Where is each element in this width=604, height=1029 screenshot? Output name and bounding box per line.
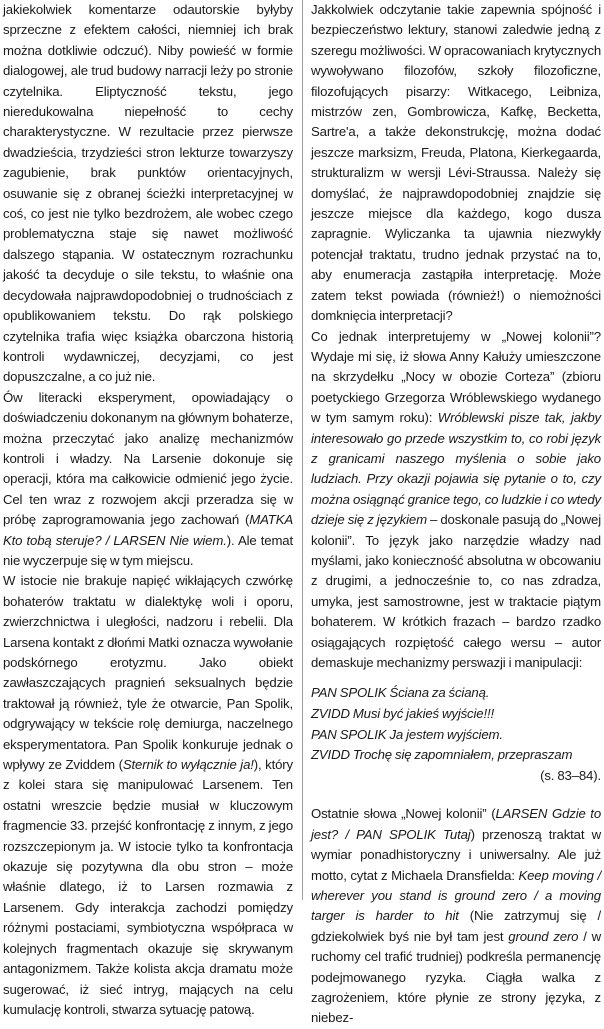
column-divider xyxy=(302,0,303,900)
paragraph-text: Ostatnie słowa „Nowej kolonii” ( xyxy=(311,806,496,822)
paragraph-text: Jakkolwiek odczytanie takie zapewnia spójność i bezpieczeństwo lektury, stanowi zaledwie jedną z szeregu możliwości. W opracowaniach krytycznych wywoływano filozofów, szkoły filozoficzne, filozofujących pisarzy: Witkacego, Leibniza, mistrzów zen, Gombrowicza, Kafkę, Becketta, Sartre'a, a także dekonstrukcję, można dodać jeszcze marksizm, Freuda, Platona, Kierkegaarda, strukturalizm w wersji Lévi-Straussa. Należy się domyślać, że najprawdopodobniej znajdzie się jeszcze miejsce dla każdego, kogo dusza zapragnie. Wyliczanka ta ujawnia niezwykły potencjał traktatu, trudno jednak przystać na to, aby enumeracja zastąpiła interpretację. Może zatem tekst powiada (również!) o niemożności domknięcia interpretacji? xyxy=(311,2,601,324)
paragraph xyxy=(311,0,601,327)
paragraph xyxy=(3,571,293,1020)
quoted-dialogue: LARSEN Gdzie to jest? / PAN SPOLIK Tutaj xyxy=(311,806,602,842)
emphasis: ground zero xyxy=(508,928,579,944)
paragraph-text: ). Ale temat nie wyczerpuje się w tym miejscu. xyxy=(3,532,293,568)
dialogue-line: ZVIDD Trochę się zapomniałem, przepraszam xyxy=(311,747,573,763)
paragraph xyxy=(3,388,293,572)
paragraph-text: W istocie nie brakuje napięć wikłających czwórkę bohaterów traktatu w dialektykę woli i oporu, zwierzchnictwa i uległości, nadzoru i rebelii. Dla Larsena kontakt z dłońmi Matki oznacza wywołanie podskórnego erotyzmu. Jako obiekt zawłaszczających pragnień seksualnych będzie traktował ją również, tyle że otwarcie, Pan Spolik, odgrywający w tekście rolę demiurga, naczelnego eksperymentatora. Pan Spolik konkuruje jednak o wpływy ze Zviddem ( xyxy=(3,573,293,773)
paragraph-text: – doskonale pasują do „Nowej kolonii”. To język jako narzędzie władzy nad myślami, jako konieczność absolutna w obcowaniu z drugimi, a jednocześnie to, co nas zdradza, umyka, jest samostrowne, jest w traktacie piątym bohaterem. W krótkich frazach – bardzo rzadko osiągających rozpiętość całego wersu – autor demaskuje mechanizmy perswazji i manipulacji: xyxy=(311,512,601,670)
paragraph xyxy=(311,804,601,1028)
paragraph-text: / w ruchomy cel trafić trudniej) podkreśla permanencję podejmowanego ryzyka. Ciągła walka z zagrożeniem, które płynie ze strony języka, z niebez- xyxy=(311,928,602,1026)
page-citation: (s. 83–84). xyxy=(540,767,601,783)
right-column xyxy=(311,0,601,1029)
dialogue-line: ZVIDD Musi być jakieś wyjście!!! xyxy=(311,706,494,721)
paragraph-text: ), który z kolei stara się manipulować Larsenem. Ten ostatni wreszcie będzie musiał w kluczowym fragmencie 33. przejść konfrontację z innym, z jego rozszczepionym ja. W istocie tylko ta konfrontacja okazuje się pozytywna dla obu stron – może właśnie dlatego, iż to Larsen rozmawia z Larsenem. Gdy interakcja zachodzi pomiędzy różnymi postaciami, symbiotyczna współpraca w kolejnych fragmentach okazuje się skrywanym antagonizmem. Także kolista akcja dramatu może sugerować, iż sieć intryg, mających na celu kumulację kontroli, stwarza sytuację patową. xyxy=(3,757,293,1017)
spacer xyxy=(311,786,601,804)
quotation: Wróblewski pisze tak, jakby interesowało go przede wszystkim to, co robi język z granicami naszego myślenia o sobie jako ludziach. Przy okazji pojawia się pytanie o to, czy można osiągnąć granice tego, co ludzkie i co wtedy dzieje się z językiem xyxy=(311,410,601,528)
quoted-dialogue: Sternik to wyłącznie ja! xyxy=(122,757,254,773)
paragraph-text: Co jednak interpretujemy w „Nowej kolonii”? Wydaje mi się, iż słowa Anny Kałuży umieszczone na skrzydełku „Nocy w obozie Corteza” (zbioru poetyckiego Grzegorza Wróblewskiego wydanego w tym samym roku): xyxy=(311,328,601,426)
paragraph-text: ) przenoszą traktat w wymiar ponadhistoryczny i uniwersalny. Ale już motto, cytat z Michaela Dransfielda: xyxy=(311,826,601,883)
left-column xyxy=(3,0,293,1020)
paragraph-text: Ów literacki eksperyment, opowiadający o doświadczeniu dokonanym na głównym bohaterze, można przeczytać jako analizę mechanizmów kontroli i władzy. Na Larsenie dokonuje się operacji, która ma całkowicie odmienić jego życie. Cel ten wraz z rozwojem akcji przeradza się w próbę zaprogramowania jego zachowań ( xyxy=(3,389,293,528)
quoted-dialogue: MATKA Kto tobą steruje? / LARSEN Nie wiem. xyxy=(3,512,293,548)
motto-quote: Keep moving / wherever you stand is ground zero / a moving targer is harder to hit xyxy=(311,867,601,924)
paragraph xyxy=(311,327,601,674)
paragraph xyxy=(3,0,293,388)
dialogue-line: PAN SPOLIK Ściana za ścianą. xyxy=(311,685,490,701)
paragraph-text: (Nie zatrzymuj się / gdziekolwiek byś nie był tam jest xyxy=(311,908,601,944)
dialogue-excerpt xyxy=(311,683,601,786)
dialogue-line: PAN SPOLIK Ja jestem wyjściem. xyxy=(311,726,503,742)
paragraph-text: jakiekolwiek komentarze odautorskie byłyby sprzeczne z efektem całości, niemniej ich brak można dotkliwie odczuć). Niby powieść w formie dialogowej, ale trud budowy narracji leży po stronie czytelnika. Eliptyczność tekstu, jego nieredukowalna niepełność to cechy charakterystyczne. W rezultacie przez pierwsze dwadzieścia, trzydzieści stron lekturze towarzyszy zagubienie, brak punktów orientacyjnych, osuwanie się z obranej ścieżki interpretacyjnej w coś, co jest nie tylko bezdrożem, ale wobec czego problematyczna staje się nawet możliwość dalszego stąpania. W ostatecznym rozrachunku jakość ta decyduje o sile tekstu, to właśnie ona decydowała najprawdopodobniej o trudnościach z opublikowaniem tekstu. Do rąk polskiego czytelnika trafia więc książka obarczona historią kontroli wydawniczej, decyzjami, co jest dopuszczalne, a co już nie. xyxy=(3,2,293,385)
